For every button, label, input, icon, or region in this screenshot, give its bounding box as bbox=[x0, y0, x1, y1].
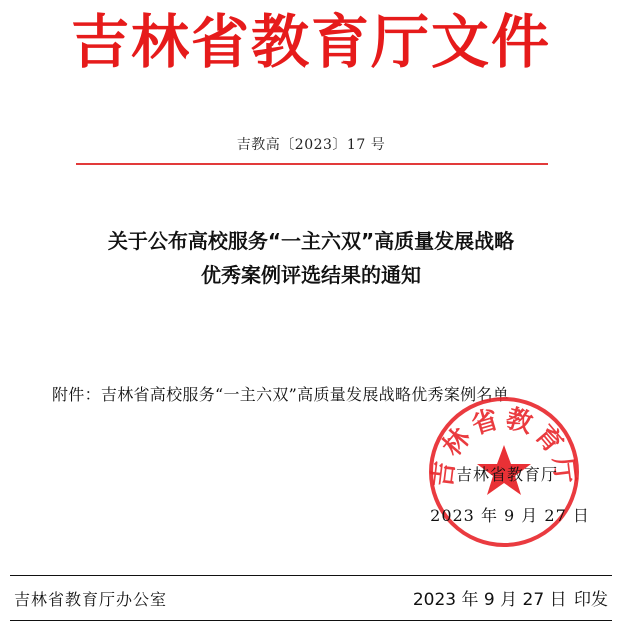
footer-top-rule bbox=[10, 575, 612, 576]
footer-print-info bbox=[411, 585, 608, 610]
document-number: 吉教高〔2023〕17 号 bbox=[236, 137, 386, 153]
attachment-line: 附件：吉林省高校服务“一主六双”高质量发展战略优秀案例名单 bbox=[52, 385, 510, 404]
footer-bottom-rule bbox=[10, 620, 612, 621]
notice-title-line-1: 关于公布高校服务“一主六双”高质量发展战略 bbox=[107, 229, 515, 253]
red-header-rule bbox=[76, 163, 548, 165]
seal-text: 吉林省教育厅 bbox=[427, 403, 581, 490]
footer-print-date: 2023 年 9 月 27 日 bbox=[412, 590, 567, 610]
footer-print-label: 印发 bbox=[574, 590, 608, 610]
issuer-name: 吉林省教育厅 bbox=[455, 465, 558, 484]
document-header-title: 吉林省教育厅文件 bbox=[70, 8, 551, 76]
footer-office: 吉林省教育厅办公室 bbox=[14, 590, 168, 609]
issue-date: 2023 年 9 月 27 日 bbox=[430, 506, 590, 525]
notice-title-line-2: 优秀案例评选结果的通知 bbox=[201, 263, 421, 287]
